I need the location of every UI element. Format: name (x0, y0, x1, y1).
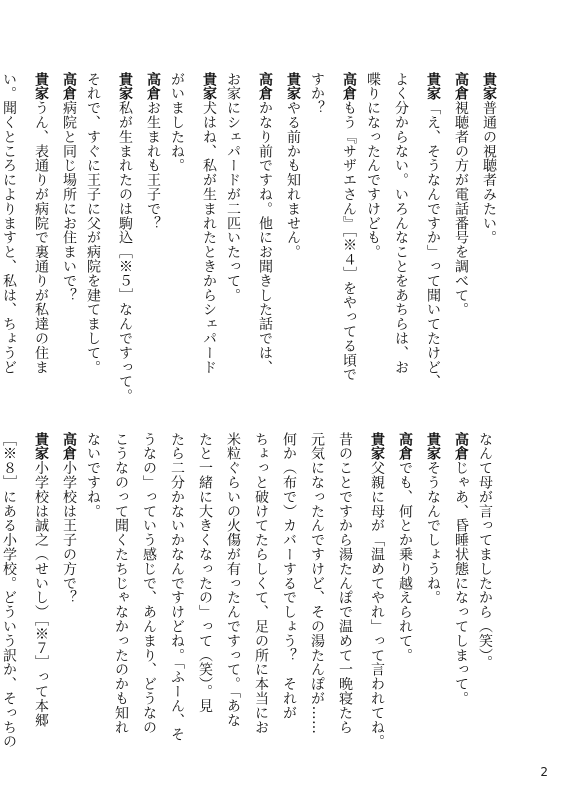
speaker-name: 貴家 (33, 72, 49, 101)
utterance-text: そうなんでしょうね。 (425, 460, 441, 605)
utterance-text: うなの」っていう感じで、あんまり、どうなの (141, 432, 157, 735)
utterance-text: 犬はね、私が生まれたときからシェパード (201, 100, 217, 375)
speaker-name: 高倉 (453, 72, 469, 101)
dialogue-line (163, 432, 191, 762)
dialogue-line (23, 72, 51, 402)
dialogue-line (23, 432, 51, 762)
dialogue-line (0, 432, 23, 762)
speaker-name: 貴家 (425, 72, 441, 101)
dialogue-line (443, 432, 471, 762)
utterance-text: 米粒ぐらいの火傷が有ったんですって。「あな (225, 432, 241, 728)
speaker-name: 貴家 (425, 432, 441, 461)
utterance-text: 何か（布で）カバーするでしょう？ それが (281, 432, 297, 720)
dialogue-line (107, 72, 135, 402)
utterance-text: それで、すぐに王子に父が病院を建てまして。 (85, 72, 101, 375)
utterance-text: い。聞くところによりますと、私は、ちょうど (1, 72, 17, 375)
speaker-name: 貴家 (201, 72, 217, 101)
dialogue-line (247, 72, 275, 402)
utterance-text: 普通の視聴者みたい。 (481, 100, 497, 245)
utterance-text: お家にシェパードが二匹いたって。 (225, 72, 241, 303)
speaker-name: 高倉 (257, 72, 273, 101)
speaker-name: 高倉 (341, 72, 357, 101)
utterance-text: たと一緒に大きくなったの」って（笑）。見 (197, 432, 213, 713)
utterance-text: すか？ (309, 72, 325, 116)
speaker-name: 貴家 (117, 72, 133, 101)
dialogue-line (471, 432, 499, 762)
utterance-text: 喋りになったんですけども。 (365, 72, 381, 260)
speaker-name: 貴家 (33, 432, 49, 461)
dialogue-line (219, 432, 247, 762)
utterance-text: お生まれも王子で？ (145, 100, 161, 231)
dialogue-line (303, 72, 331, 402)
speaker-name: 高倉 (397, 432, 413, 461)
utterance-text: 小学校は王子の方で？ (61, 460, 77, 605)
speaker-name: 高倉 (145, 72, 161, 101)
dialogue-line (359, 432, 387, 762)
dialogue-line (79, 432, 107, 762)
dialogue-line (331, 432, 359, 762)
utterance-text: 「え、そうなんですか」って聞いてたけど、 (425, 100, 441, 389)
dialogue-line (275, 72, 303, 402)
utterance-text: 病院と同じ場所にお住まいで？ (61, 100, 77, 303)
page-number: 2 (540, 765, 548, 779)
utterance-text: 昔のことですから湯たんぽで温めて一晩寝たら (337, 432, 353, 735)
utterance-text: ［※８］にある小学校。どういう訳か、そっちの (1, 432, 17, 749)
dialogue-line (415, 432, 443, 762)
utterance-text: こうなのって聞くたちじゃなかったのかも知れ (113, 432, 129, 735)
utterance-text: ちょっと破けてたらしくて、足の所に本当にお (253, 432, 269, 735)
dialogue-line (247, 432, 275, 762)
dialogue-line (79, 72, 107, 402)
dialogue-line (359, 72, 387, 402)
dialogue-line (387, 432, 415, 762)
utterance-text: たら二分かないかなんですけどね。「ふーん、そ (169, 432, 185, 742)
utterance-text: 視聴者の方が電話番号を調べて。 (453, 100, 469, 317)
speaker-name: 高倉 (61, 432, 77, 461)
speaker-name: 高倉 (61, 72, 77, 101)
utterance-text: 小学校は誠之（せいし）［※７］って本郷 (33, 460, 49, 728)
dialogue-line (219, 72, 247, 402)
dialogue-line (415, 72, 443, 402)
dialogue-line (163, 72, 191, 402)
utterance-text: 私が生まれたのは駒込［※５］なんですって。 (117, 100, 133, 404)
dialogue-line (303, 432, 331, 762)
utterance-text: でも、何とか乗り越えられて。 (397, 460, 413, 663)
utterance-text: もう『サザエさん』［※４］をやってる頃で (341, 100, 357, 382)
dialogue-line (191, 72, 219, 402)
utterance-text: 元気になったんですけど、その湯たんぽが…… (309, 432, 325, 735)
dialogue-line (331, 72, 359, 402)
utterance-text: 父親に母が「温めてやれ」って言われてね。 (369, 460, 385, 749)
utterance-text: よく分からない。いろんなことをあちらは、お (393, 72, 409, 375)
utterance-text: なんて母が言ってましたから（笑）。 (477, 432, 493, 670)
dialogue-line (275, 432, 303, 762)
utterance-text: じゃあ、昏睡状態になってしまって。 (453, 460, 469, 706)
dialogue-line (135, 72, 163, 402)
speaker-name: 貴家 (285, 72, 301, 101)
dialogue-line (51, 432, 79, 762)
speaker-name: 貴家 (369, 432, 385, 461)
dialogue-line (471, 72, 499, 402)
utterance-text: ないですね。 (85, 432, 101, 519)
dialogue-block-top (1, 72, 499, 404)
speaker-name: 高倉 (453, 432, 469, 461)
dialogue-line (135, 432, 163, 762)
utterance-text: うん、表通りが病院で裏通りが私達の住ま (33, 100, 49, 375)
dialogue-block-bottom (1, 432, 499, 762)
speaker-name: 貴家 (481, 72, 497, 101)
dialogue-line (387, 72, 415, 402)
utterance-text: かなり前ですね。他にお聞きした話では、 (257, 100, 273, 375)
dialogue-line (191, 432, 219, 762)
dialogue-line (0, 72, 23, 402)
dialogue-line (51, 72, 79, 402)
dialogue-line (107, 432, 135, 762)
dialogue-line (443, 72, 471, 402)
utterance-text: がいましたね。 (169, 72, 185, 173)
utterance-text: やる前かも知れません。 (285, 100, 301, 260)
